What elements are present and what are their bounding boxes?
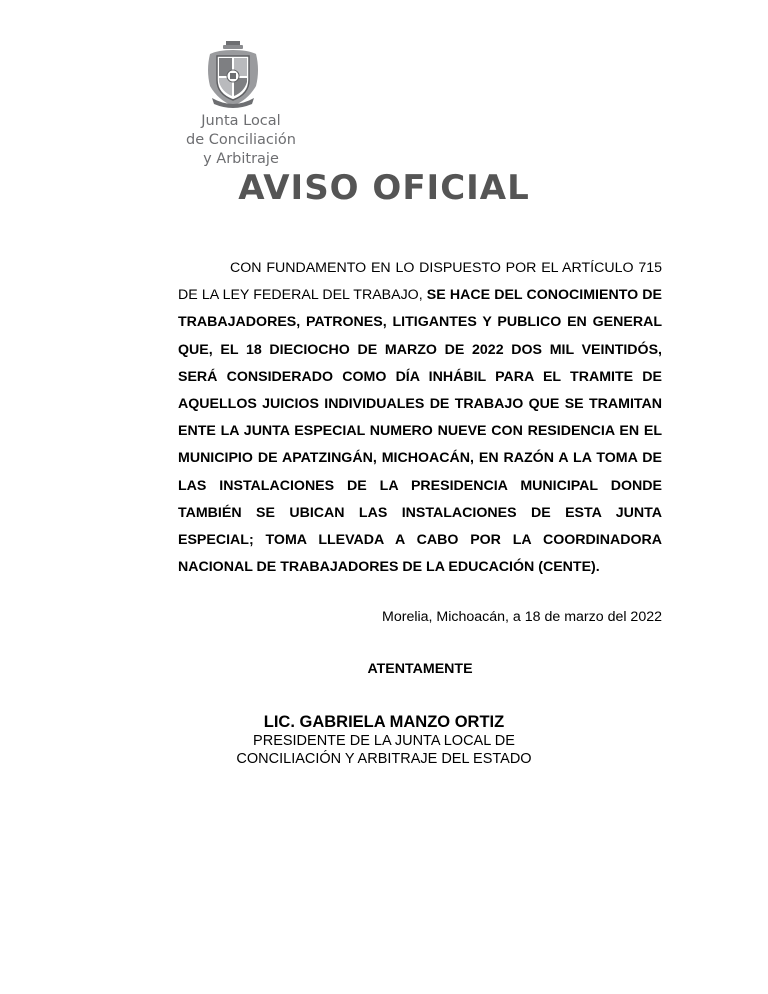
org-name-line: Junta Local — [201, 113, 281, 129]
document-title: AVISO OFICIAL — [238, 168, 530, 208]
closing-salutation: ATENTAMENTE — [367, 661, 473, 677]
signer-role-line: PRESIDENTE DE LA JUNTA LOCAL DE — [253, 733, 515, 749]
org-name-line: y Arbitraje — [203, 151, 279, 167]
michoacan-coat-of-arms-icon — [204, 40, 262, 108]
org-name-line: de Conciliación — [186, 132, 296, 148]
org-logo — [176, 40, 296, 170]
place-and-date: Morelia, Michoacán, a 18 de marzo del 2022 — [382, 609, 662, 625]
notice-intro: CON FUNDAMENTO EN LO DISPUESTO POR EL ARTÍCULO 715 DE LA LEY FEDERAL DEL TRABAJO, — [178, 260, 662, 304]
org-name — [176, 112, 306, 169]
notice-body — [178, 255, 662, 581]
signature-block — [0, 712, 768, 768]
signer-name: LIC. GABRIELA MANZO ORTIZ — [263, 713, 505, 731]
notice-announcement: SE HACE DEL CONOCIMIENTO DE TRABAJADORES, PATRONES, LITIGANTES Y PUBLICO EN GENERAL QUE, EL 18 DIECIOCHO DE MARZO DE 2022 DOS MIL VEINTIDÓS, SERÁ CONSIDERADO COMO DÍA INHÁBIL PARA EL TRAMITE DE AQUELLOS JUICIOS INDIVIDUALES DE TRABAJO QUE SE TRAMITAN ENTE LA JUNTA ESPECIAL NUMERO NUEVE CON RESIDENCIA EN EL MUNICIPIO DE APATZINGÁN, MICHOACÁN, EN RAZÓN A LA TOMA DE LAS INSTALACIONES DE LA PRESIDENCIA MUNICIPAL DONDE TAMBIÉN SE UBICAN LAS INSTALACIONES DE ESTA JUNTA ESPECIAL; TOMA LLEVADA A CABO POR LA COORDINADORA NACIONAL DE TRABAJADORES DE LA EDUCACIÓN (CENTE). — [178, 287, 662, 576]
signer-role-line: CONCILIACIÓN Y ARBITRAJE DEL ESTADO — [236, 751, 532, 767]
